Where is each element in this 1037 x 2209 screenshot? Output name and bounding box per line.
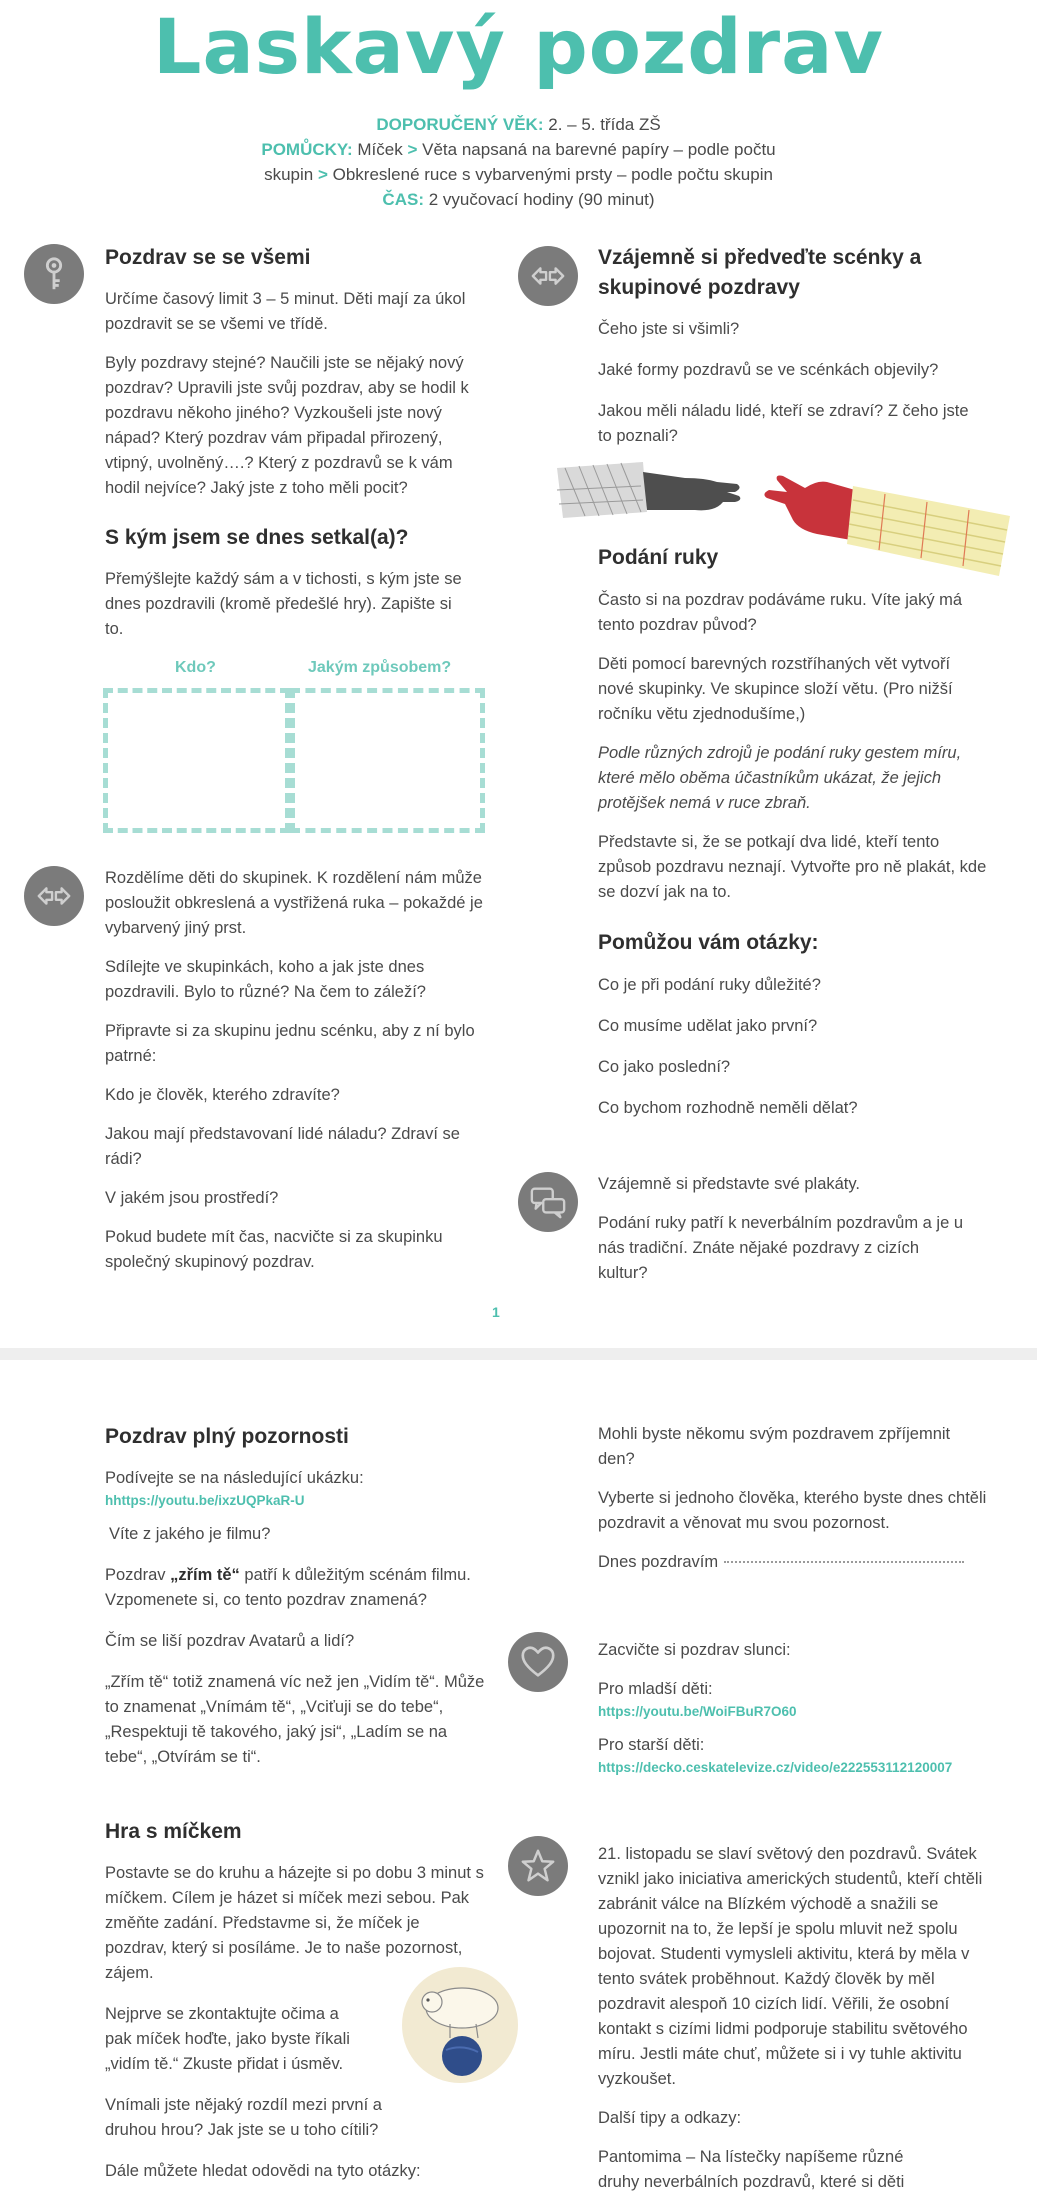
aids-groups: skupin bbox=[264, 165, 314, 184]
greet-today-label: Dnes pozdravím bbox=[598, 1553, 719, 1571]
arrows-icon bbox=[24, 866, 84, 926]
section-heading-handshake: Podání ruky bbox=[598, 546, 719, 569]
arrow-separator: > bbox=[407, 140, 418, 159]
meta-aids-line1 bbox=[0, 137, 1037, 163]
box-label-who: Kdo? bbox=[175, 659, 216, 676]
paragraph: Zacvičte si pozdrav slunci: bbox=[598, 1641, 791, 1659]
question-item: Co jako poslední? bbox=[598, 1058, 731, 1076]
section-heading-attention: Pozdrav plný pozornosti bbox=[105, 1425, 349, 1448]
aids-ball: Míček bbox=[357, 140, 403, 159]
paragraph: Mohli byste někomu svým pozdravem zpříjemnit den? bbox=[598, 1425, 951, 1468]
text-run: Pozdrav bbox=[105, 1566, 171, 1584]
paragraph: Kdo je člověk, kterého zdravíte? bbox=[105, 1086, 340, 1104]
bear-on-ball-illustration bbox=[400, 1960, 520, 2090]
aids-hands: Obkreslené ruce s vybarvenými prsty – podle počtu skupin bbox=[332, 165, 773, 184]
paragraph: V jakém jsou prostředí? bbox=[105, 1189, 279, 1207]
star-icon bbox=[508, 1836, 568, 1896]
paragraph: Pro starší děti: bbox=[598, 1736, 705, 1754]
chat-bubbles-icon bbox=[518, 1172, 578, 1232]
paragraph: Připravte si za skupinu jednu scénku, aby z ní bylo patrné: bbox=[105, 1022, 475, 1065]
heart-icon bbox=[508, 1632, 568, 1692]
arrows-icon bbox=[518, 246, 578, 306]
paragraph: Nejprve se zkontaktujte očima a pak míček hoďte, jako byste říkali „vidím tě.“ Zkuste přidat i úsměv. bbox=[105, 2005, 350, 2073]
emphasis-zrim-te: „zřím tě“ bbox=[170, 1566, 240, 1584]
age-key: DOPORUČENÝ VĚK: bbox=[376, 115, 544, 134]
paragraph bbox=[105, 1563, 485, 1613]
paragraph: Podívejte se na následující ukázku: bbox=[105, 1469, 364, 1487]
paragraph: Jakou měli náladu lidé, kteří se zdraví? Z čeho jste to poznali? bbox=[598, 402, 969, 445]
paragraph: Přemýšlejte každý sám a v tichosti, s kým jste se dnes pozdravili (kromě předešlé hry). Zapište si to. bbox=[105, 570, 462, 638]
paragraph: Často si na pozdrav podáváme ruku. Víte jaký má tento pozdrav původ? bbox=[598, 591, 963, 634]
video-link-younger[interactable]: https://youtu.be/WoiFBuR7O60 bbox=[598, 1704, 797, 1719]
answer-box-who[interactable] bbox=[103, 688, 290, 833]
paragraph: Vnímali jste nějaký rozdíl mezi první a druhou hrou? Jak jste se u toho cítili? bbox=[105, 2096, 382, 2139]
page-divider bbox=[0, 1348, 1037, 1360]
paragraph: Postavte se do kruhu a házejte si po dobu 3 minut s míčkem. Cílem je házet si míček mezi sebou. Pak změňte zadání. Představme si, že míček je pozdrav, který si posíláme. Je to naše pozornost, zájem. bbox=[105, 1864, 484, 1982]
paragraph: Víte z jakého je filmu? bbox=[109, 1525, 271, 1543]
paragraph: Jaké formy pozdravů se ve scénkách objevily? bbox=[598, 361, 939, 379]
meta-aids-line2 bbox=[0, 162, 1037, 188]
text-run: patří k důležitým scénám filmu. Vzpomenete si, co tento pozdrav znamená? bbox=[105, 1566, 471, 1609]
page-title: Laskavý pozdrav bbox=[153, 2, 884, 91]
aids-sentence: Věta napsaná na barevné papíry – podle počtu bbox=[422, 140, 776, 159]
meta-age bbox=[0, 112, 1037, 138]
paragraph: Určíme časový limit 3 – 5 minut. Děti mají za úkol pozdravit se se všemi ve třídě. bbox=[105, 290, 466, 333]
paragraph: „Zřím tě“ totiž znamená víc než jen „Vidím tě“. Může to znamenat „Vnímám tě“, „Vciťuji se do tebe“, „Respektuji tě takového, jaký jsi“, „Ladím se na tebe“, „Otvírám se ti“. bbox=[105, 1673, 485, 1766]
section-heading-scenes: Vzájemně si předveďte scénky a skupinové pozdravy bbox=[598, 246, 922, 299]
paragraph: Vyberte si jednoho člověka, kterého byste dnes chtěli pozdravit a věnovat mu svou pozornost. bbox=[598, 1489, 987, 1532]
key-icon bbox=[24, 244, 84, 304]
paragraph: Pro mladší děti: bbox=[598, 1680, 713, 1698]
paragraph: Představte si, že se potkají dva lidé, kteří tento způsob pozdravu neznají. Vytvořte pro ně plakát, kde se dozví jak na to. bbox=[598, 833, 987, 901]
paragraph: Děti pomocí barevných rozstříhaných vět vytvoří nové skupinky. Ve skupince složí větu. (Pro nižší ročníku větu zjednodušíme,) bbox=[598, 655, 953, 723]
paragraph: Rozdělíme děti do skupinek. K rozdělení nám může posloužit obkreslená a vystřižená ruka – pokaždé je vybarvený jiný prst. bbox=[105, 869, 483, 937]
time-key: ČAS: bbox=[382, 190, 424, 209]
meta-time bbox=[0, 187, 1037, 213]
paragraph: Sdílejte ve skupinkách, koho a jak jste dnes pozdravili. Bylo to různé? Na čem to záleží? bbox=[105, 958, 426, 1001]
paragraph: Pantomima – Na lístečky napíšeme různé druhy neverbálních pozdravů, které si děti bbox=[598, 2148, 905, 2191]
greet-today-blank[interactable] bbox=[724, 1561, 964, 1563]
section-heading-questions: Pomůžou vám otázky: bbox=[598, 931, 819, 954]
page-number: 1 bbox=[492, 1304, 500, 1320]
section-heading-ball-game: Hra s míčkem bbox=[105, 1820, 242, 1843]
paragraph: Vzájemně si představte své plakáty. bbox=[598, 1175, 860, 1193]
paragraph: 21. listopadu se slaví světový den pozdravů. Svátek vznikl jako iniciativa amerických studentů, kteří chtěli zabránit válce na Blízkém východě a snažili se upozornit na to, že lepší je spolu mluvit než spolu bojovat. Studenti vymysleli aktivitu, která by měla v tento svátek proběhnout. Každý člověk by měl pozdravit alespoň 10 cizích lidí. Věřili, že osobní kontakt s cizími lidmi podporuje stabilitu světového míru. Jestli máte chuť, můžete si i vy tuhle aktivitu vyzkoušet. bbox=[598, 1845, 983, 2088]
video-link-older[interactable]: https://decko.ceskatelevize.cz/video/e222553112120007 bbox=[598, 1760, 953, 1775]
paragraph: Podání ruky patří k neverbálním pozdravům a je u nás tradiční. Znáte nějaké pozdravy z cizích kultur? bbox=[598, 1214, 964, 1282]
box-label-how: Jakým způsobem? bbox=[308, 659, 452, 676]
answer-box-how[interactable] bbox=[290, 688, 485, 833]
paragraph: Byly pozdravy stejné? Naučili jste se nějaký nový pozdrav? Upravili jste svůj pozdrav, aby se hodil k pozdravu někoho jiného? Vyzkoušeli jste nový nápad? Který pozdrav vám připadal přirozený, vtipný, uvolněný….? Který z pozdravů se k vám hodil nejvíce? Jaký jste z toho měli pocit? bbox=[105, 354, 469, 497]
time-value: 2 vyučovací hodiny (90 minut) bbox=[428, 190, 655, 209]
section-heading-greet-all: Pozdrav se se všemi bbox=[105, 246, 311, 269]
paragraph: Čeho jste si všimli? bbox=[598, 320, 740, 338]
paragraph: Pokud budete mít čas, nacvičte si za skupinku společný skupinový pozdrav. bbox=[105, 1228, 443, 1271]
greet-today-line bbox=[598, 1550, 988, 1575]
aids-key: POMŮCKY: bbox=[261, 140, 353, 159]
paragraph: Dále můžete hledat odovědi na tyto otázky: bbox=[105, 2162, 421, 2180]
paragraph: Jakou mají představovaní lidé náladu? Zdraví se rádi? bbox=[105, 1125, 460, 1168]
section-heading-who-met: S kým jsem se dnes setkal(a)? bbox=[105, 526, 409, 549]
highlighted-note: Podle různých zdrojů je podání ruky gestem míru, které mělo oběma účastníkům ukázat, že jejich protějšek nemá v ruce zbraň. bbox=[598, 744, 962, 812]
arrow-separator: > bbox=[317, 165, 328, 184]
age-value: 2. – 5. třída ZŠ bbox=[548, 115, 661, 134]
question-item: Co bychom rozhodně neměli dělat? bbox=[598, 1099, 858, 1117]
question-item: Co je při podání ruky důležité? bbox=[598, 976, 821, 994]
paragraph: Další tipy a odkazy: bbox=[598, 2109, 742, 2127]
paragraph: Čím se liší pozdrav Avatarů a lidí? bbox=[105, 1632, 355, 1650]
video-link-avatar[interactable]: hhttps://youtu.be/ixzUQPkaR-U bbox=[105, 1493, 305, 1508]
question-item: Co musíme udělat jako první? bbox=[598, 1017, 818, 1035]
